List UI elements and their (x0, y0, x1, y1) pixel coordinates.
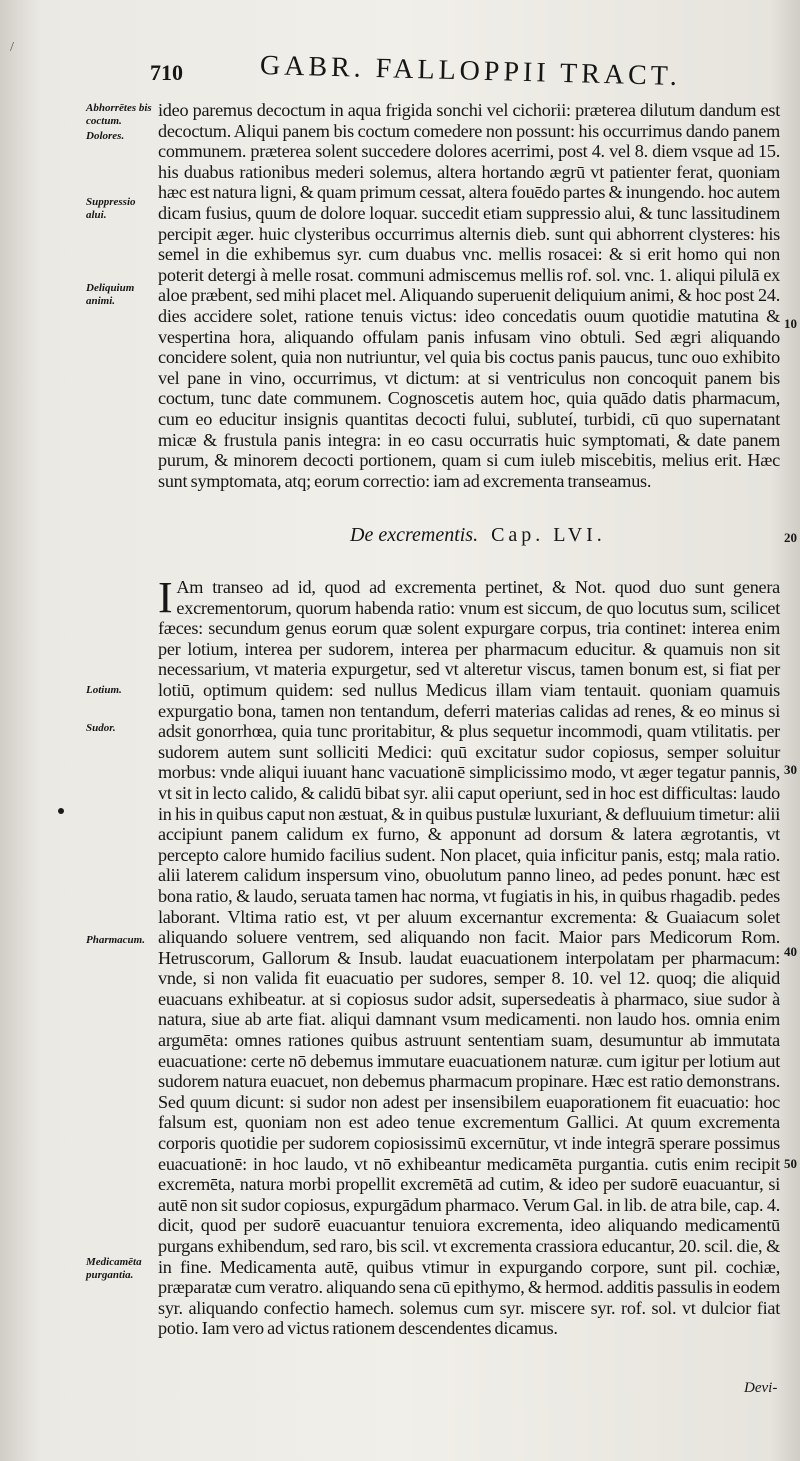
running-title: GABR. FALLOPPII TRACT. (259, 50, 682, 93)
paragraph-symptoms: ideo paremus decoctum in aqua frigida sonchi vel cichorii: præterea dilutum dandum est decoctum. Aliqui panem bis coctum comedere non possunt: his occurrimus dando panem communem. præterea solent succedere dolores acerrimi, post 4. vel 8. diem vsque ad 15. his duabus rationibus mederi solemus, altera hortando ægrū vt patienter ferat, quoniam hæc est natura ligni, & quam primum cessat, altera fouēdo partes & inungendo. hoc autem dicam fusius, quum de dolore loquar. succedit etiam suppressio alui, & tunc lassitudinem percipit æger. huic clysteribus occurrimus alternis dieb. sunt qui abhorrent clysteres: his semel in die exhibemus syr. cum duabus vnc. mellis rosacei: & si erit homo qui non poterit detergi à melle rosat. communi admiscemus mellis rof. sol. vnc. 1. aliqui pilulā ex aloe præbent, sed mihi placet mel. Aliquando superuenit deliquium animi, & hoc post 24. dies accidere solet, ratione tenuis victus: ideo concedatis ouum quotidie matutina & vespertina hora, aliquando offulam panis infusam vino obtuli. Sed ægri aliquando concidere solent, quia non nutriuntur, vel quia bis coctus panis paucus, tunc ouo exhibito vel pane in vino, occurrimus, vt dictum: at si ventriculus non concoquit panem bis coctum, tunc date communem. Cognoscetis autem hoc, quia quādo datis pharmacum, cum eo educitur insignis quantitas decocti fului, subluteí, turbidi, cū quo supernatant micæ & frustula panis integra: in eo casu occurratis huic symptomati, & date panem purum, & minorem decocti portionem, quam si cum iuleb miscebitis, melius erit. Hæc sunt symptomata, atq; eorum correctio: iam ad excrementa transeamus. (158, 100, 780, 491)
line-number-20: 20 (784, 530, 797, 545)
chapter-heading (350, 524, 606, 547)
line-number-30: 30 (784, 762, 797, 777)
margin-note-lotium: Lotium. (86, 684, 122, 696)
page-number: 710 (150, 60, 183, 85)
margin-note-suppressio-alui: Suppressio alui. (86, 196, 136, 221)
line-number-50: 50 (784, 1156, 797, 1171)
chapter-title: De excrementis. (350, 524, 479, 546)
page-header (150, 40, 710, 93)
margin-dot-mark (58, 808, 64, 814)
catchword: Devi- (744, 1380, 778, 1396)
margin-note-sudor: Sudor. (86, 722, 116, 734)
margin-note-abhorrentes: Abhorrētes bis coctum. (86, 102, 152, 127)
paragraph-excrements (158, 573, 780, 1339)
chapter-label: Cap. LVI. (491, 524, 606, 546)
line-number-40: 40 (784, 944, 797, 959)
margin-note-deliquium-animi: Deliquium animi. (86, 282, 135, 307)
drop-cap: I (158, 573, 173, 622)
line-number-10: 10 (784, 316, 797, 331)
paragraph-excrements-text: Am transeo ad id, quod ad excrementa pertinet, & Not. quod duo sunt genera excrementorum, quorum habenda ratio: vnum est siccum, de quo locutus sum, scilicet fæces: secundum genus eorum quæ solent expurgare corpus, tria continet: interea enim per lotium, interea per sudorem, interea per pharmacum educitur. & quamuis non sit necessarium, vt materia expurgetur, sed vt alteretur viscus, tamen bonum est, si fiat per lotiū, optimum quidem: sed nullus Medicus illam viam tentauit. quoniam quamuis expurgatio bona, tamen non tentandum, deferri materias calidas ad renes, & eo minus si adsit gonorrhœa, quia tunc proritabitur, & plus sequetur incommodi, quam vtilitatis. per sudorem autem sunt solliciti Medici: quū excitatur sudor copiosus, semper soluitur morbus: vnde aliqui iuuant hanc vacuationē simplicissimo modo, vt æger tegatur pannis, vt sit in lecto calido, & calidū bibat syr. alii caput operiunt, sed in hoc est difficultas: laudo in his in quibus caput non æstuat, & in quibus pustulæ luxuriant, & defluuium timetur: alii accipiunt panem calidum ex furno, & apponunt ad dorsum & latera ægrotantis, vt percepto calore humido facilius sudent. Non placet, quia inficitur panis, estq; mala ratio. alii laterem calidum inspersum vino, obuolutum panno lineo, ad pedes ponunt. hæc est bona ratio, & laudo, seruata tamen hac norma, vt fugiatis in his, in quibus rhagadib. pedes laborant. Vltima ratio est, vt per aluum excernantur excrementa: & Guaiacum solet aliquando soluere ventrem, sed aliquando non facit. Maior pars Medicorum Rom. Hetruscorum, Gallorum & Insub. laudat euacuationem interpolatam per pharmacum: vnde, si non valida fit euacuatio per sudores, semper 8. 10. vel 12. quoq; die aliquid euacuans exhibeatur. at si copiosus sudor adsit, supersedeatis à pharmaco, siue sudor à natura, siue ab arte fiat. aliqui damnant vsum medicamenti. non laudo hos. omnia enim argumēta: omnes rationes quibus astruunt sententiam suam, desumuntur ab immutata euacuatione: certe nō debemus immutare euacuationem naturæ. cum igitur per lotium aut sudorem natura euacuet, non debemus pharmacum propinare. Hæc est ratio demonstrans. Sed quum dicunt: si sudor non adest per insensibilem euaporationem fit euacuatio: hoc falsum est, quoniam non est adeo tenue excrementum Gallici. At quum excrementa corporis quotidie per sudorem copiosissimū excernūtur, vt inde integrā sperare possimus euacuationē: in hoc laudo, vt nō exhibeantur medicamēta purgantia. cutis enim recipit excremēta, natura morbi propellit excremētā ad cutim, & ideo per sudorē euacuantur, si autē non sit sudor copiosus, expurgādum pharmaco. Verum Gal. in lib. de atra bile, cap. 4. dicit, quod per sudorē euacuantur tenuiora excrementa, ideo aliquando medicamentū purgans exhibendum, sed raro, bis scil. vt excrementa crassiora educantur, 20. scil. die, & in fine. Medicamenta autē, quibus vtimur in expurgando corpore, sunt pil. cochiæ, præparatæ cum veratro. aliquando sena cū epithymo, & hermod. additis passulis in eodem syr. aliquando confectio hamech. solemus cum syr. miscere syr. rof. sol. vt dulcior fiat potio. Iam vero ad victus rationem descendentes dicamus. (158, 577, 780, 1339)
page-edge-mark: / (10, 40, 14, 55)
margin-note-dolores: Dolores. (86, 130, 125, 142)
margin-note-medicamenta-purgantia: Medicamēta purgantia. (86, 1256, 142, 1281)
margin-note-pharmacum: Pharmacum. (86, 934, 145, 946)
